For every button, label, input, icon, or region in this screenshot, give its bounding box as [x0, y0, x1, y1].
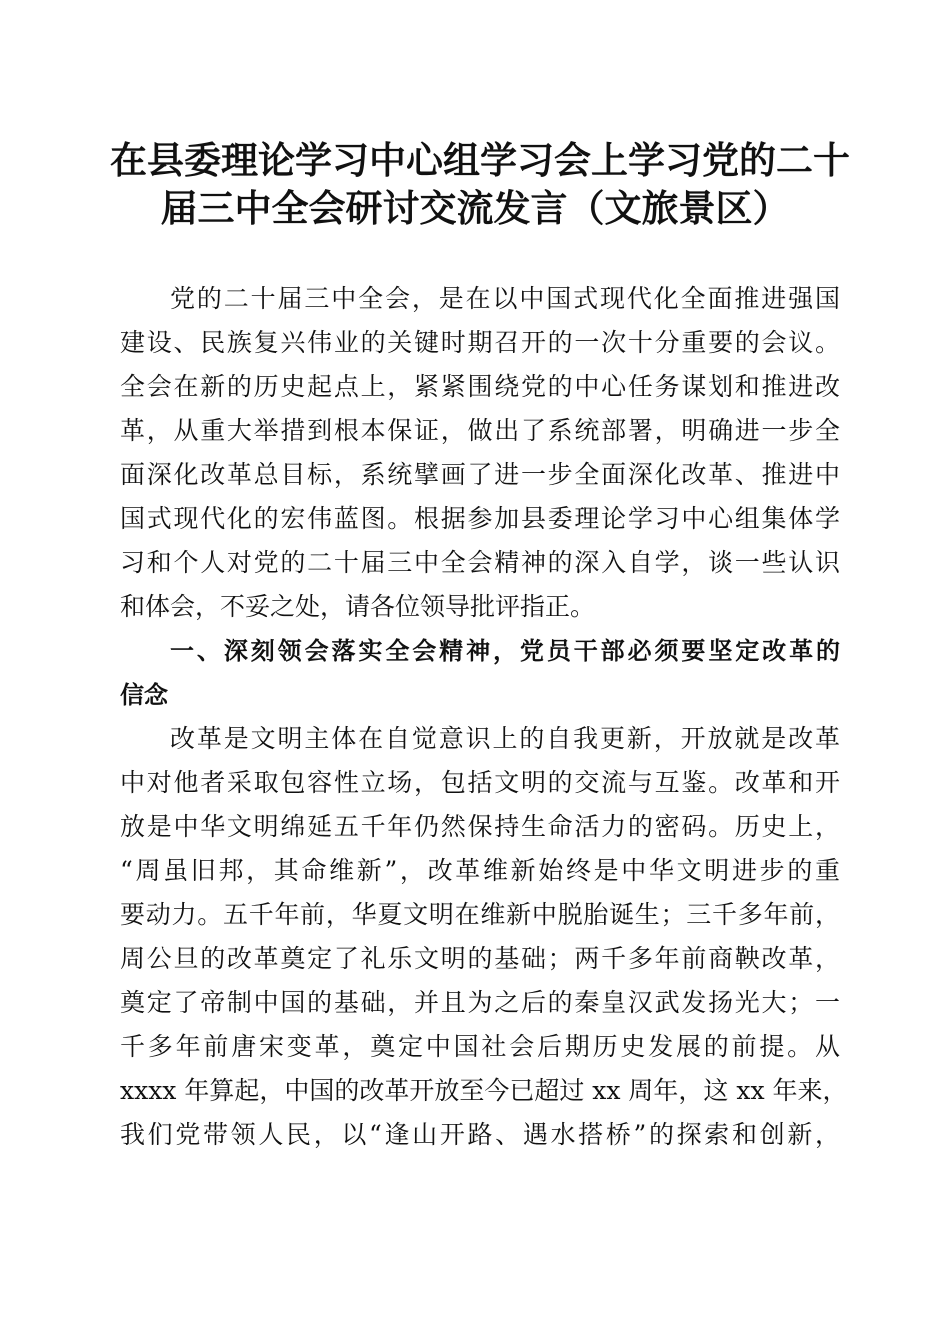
heading-line: 一、深刻领会落实全会精神，党员干部必须要坚定改革的 [170, 637, 840, 665]
text-line: 奠定了帝制中国的基础，并且为之后的秦皇汉武发扬光大；一 [120, 988, 840, 1017]
text-line: xxxx 年算起，中国的改革开放至今已超过 xx 周年，这 xx 年来， [120, 1076, 848, 1105]
document-body [120, 277, 848, 1157]
text-line: 改革是文明主体在自觉意识上的自我更新，开放就是改革 [170, 724, 840, 753]
text-line: “周虽旧邦，其命维新”，改革维新始终是中华文明进步的重 [120, 856, 840, 885]
title-line-2: 届三中全会研讨交流发言（文旅景区） [160, 186, 790, 230]
text-line: 习和个人对党的二十届三中全会精神的深入自学，谈一些认识 [120, 548, 840, 577]
text-line: 我们党带领人民，以“逢山开路、遇水搭桥”的探索和创新， [120, 1120, 840, 1149]
section-heading-1 [120, 629, 840, 717]
text-line: 面深化改革总目标，系统擘画了进一步全面深化改革、推进中 [120, 460, 840, 489]
text-line: 建设、民族复兴伟业的关键时期召开的一次十分重要的会议。 [120, 328, 840, 357]
text-line: 和体会，不妥之处，请各位领导批评指正。 [120, 592, 596, 621]
paragraph-reform [120, 717, 848, 1157]
text-line: 全会在新的历史起点上，紧紧围绕党的中心任务谋划和推进改 [120, 372, 840, 401]
text-line: 千多年前唐宋变革，奠定中国社会后期历史发展的前提。从 [120, 1032, 840, 1061]
text-line: 要动力。五千年前，华夏文明在维新中脱胎诞生；三千多年前， [120, 900, 840, 929]
paragraph-intro [120, 277, 840, 629]
text-line: 党的二十届三中全会，是在以中国式现代化全面推进强国 [170, 284, 840, 313]
heading-line: 信念 [120, 681, 168, 709]
text-line: 革，从重大举措到根本保证，做出了系统部署，明确进一步全 [120, 416, 840, 445]
title-line-1: 在县委理论学习中心组学习会上学习党的二十 [110, 138, 850, 182]
text-line: 国式现代化的宏伟蓝图。根据参加县委理论学习中心组集体学 [120, 504, 840, 533]
text-line: 放是中华文明绵延五千年仍然保持生命活力的密码。历史上， [120, 812, 840, 841]
text-line: 周公旦的改革奠定了礼乐文明的基础；两千多年前商鞅改革， [120, 944, 840, 973]
document-title [110, 136, 850, 232]
text-line: 中对他者采取包容性立场，包括文明的交流与互鉴。改革和开 [120, 768, 840, 797]
